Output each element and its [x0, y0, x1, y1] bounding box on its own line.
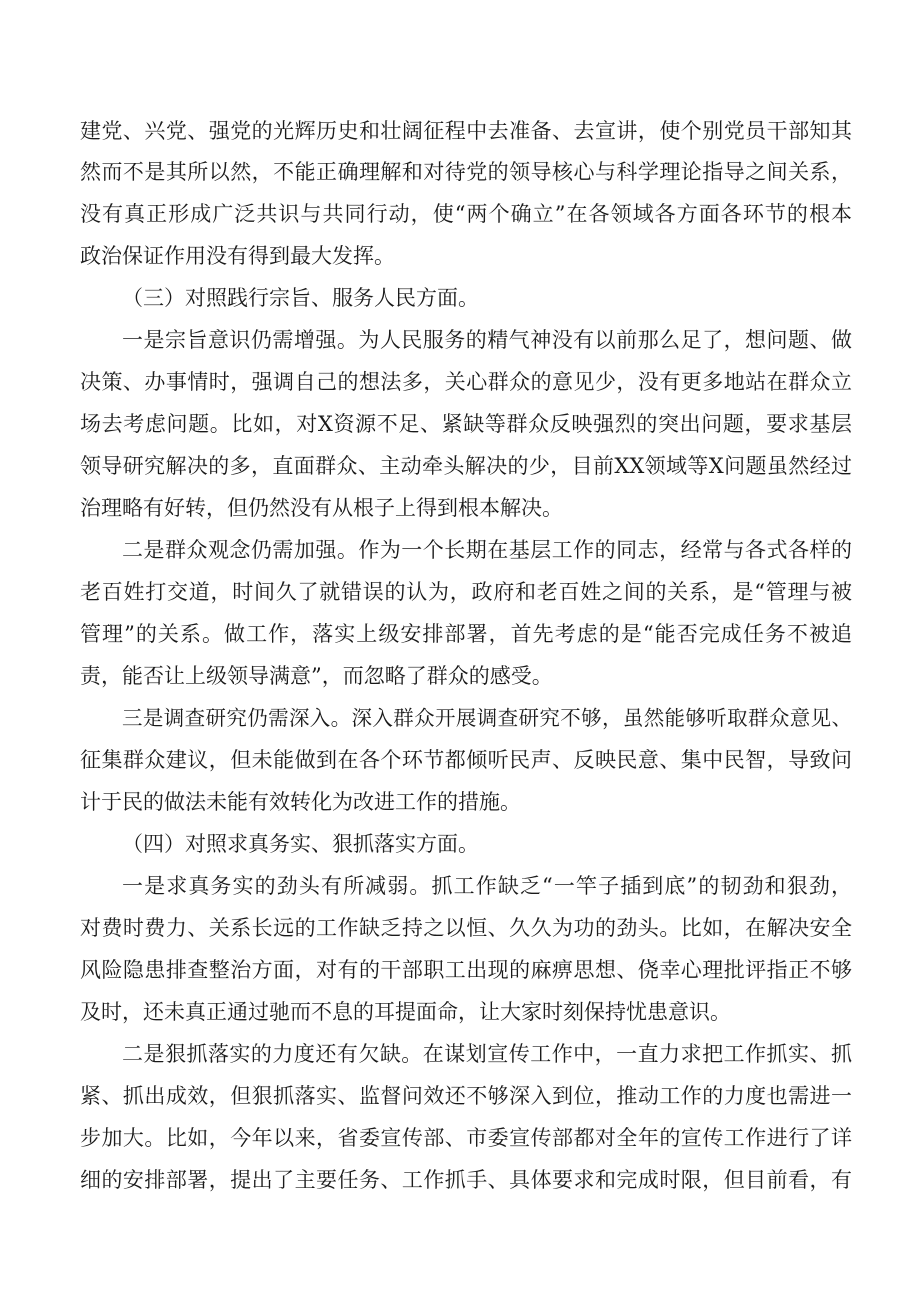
text-line: 领导研究解决的多，直面群众、主动牵头解决的少，目前XX领域等X问题虽然经过 [80, 454, 852, 478]
text-line: 管理”的关系。做工作，落实上级安排部署，首先考虑的是“能否完成任务不被追 [80, 622, 852, 646]
text-line: 责，能否让上级领导满意”，而忽略了群众的感受。 [80, 664, 553, 688]
text-line: 决策、办事情时，强调自己的想法多，关心群众的意见少，没有更多地站在群众立 [80, 370, 852, 394]
section-heading: （三）对照践行宗旨、服务人民方面。 [122, 286, 479, 310]
text-line: 细的安排部署，提出了主要任务、工作抓手、具体要求和完成时限，但目前看，有 [80, 1168, 852, 1192]
text-line: 紧、抓出成效，但狠抓落实、监督问效还不够深入到位，推动工作的力度也需进一 [80, 1084, 852, 1108]
text-line: 一是宗旨意识仍需增强。为人民服务的精气神没有以前那么足了，想问题、做 [122, 328, 852, 352]
text-line: 征集群众建议，但未能做到在各个环节都倾听民声、反映民意、集中民智，导致问 [80, 748, 852, 772]
text-line: 及时，还未真正通过驰而不息的耳提面命，让大家时刻保持忧患意识。 [80, 1000, 731, 1024]
text-line: 没有真正形成广泛共识与共同行动，使“两个确立”在各领域各方面各环节的根本 [80, 202, 852, 226]
text-line: 三是调查研究仍需深入。深入群众开展调查研究不够，虽然能够听取群众意见、 [122, 706, 852, 730]
text-line: 政治保证作用没有得到最大发挥。 [80, 244, 395, 268]
text-line: 计于民的做法未能有效转化为改进工作的措施。 [80, 790, 521, 814]
text-line: 场去考虑问题。比如，对X资源不足、紧缺等群众反映强烈的突出问题，要求基层 [80, 412, 852, 436]
text-line: 二是狠抓落实的力度还有欠缺。在谋划宣传工作中，一直力求把工作抓实、抓 [122, 1042, 852, 1066]
text-line: 一是求真务实的劲头有所减弱。抓工作缺乏“一竿子插到底”的韧劲和狠劲， [122, 874, 852, 898]
section-heading: （四）对照求真务实、狠抓落实方面。 [122, 832, 479, 856]
text-line: 步加大。比如，今年以来，省委宣传部、市委宣传部都对全年的宣传工作进行了详 [80, 1126, 852, 1150]
text-line: 老百姓打交道，时间久了就错误的认为，政府和老百姓之间的关系，是“管理与被 [80, 580, 852, 604]
text-line: 二是群众观念仍需加强。作为一个长期在基层工作的同志，经常与各式各样的 [122, 538, 852, 562]
text-line: 治理略有好转，但仍然没有从根子上得到根本解决。 [80, 496, 563, 520]
text-line: 然而不是其所以然，不能正确理解和对待党的领导核心与科学理论指导之间关系， [80, 160, 852, 184]
text-line: 对费时费力、关系长远的工作缺乏持之以恒、久久为功的劲头。比如，在解决安全 [80, 916, 852, 940]
text-line: 建党、兴党、强党的光辉历史和壮阔征程中去准备、去宣讲，使个别党员干部知其 [80, 119, 852, 143]
text-line: 风险隐患排查整治方面，对有的干部职工出现的麻痹思想、侥幸心理批评指正不够 [80, 958, 852, 982]
